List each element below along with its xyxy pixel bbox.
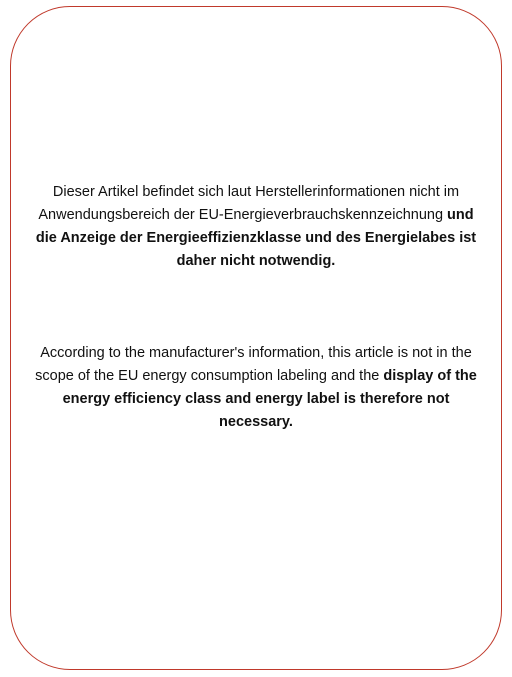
german-notice (30, 181, 482, 273)
english-notice (30, 342, 482, 434)
english-notice-bold: display of the energy efficiency class and energy label is therefore not necessary. (62, 368, 477, 430)
german-notice-bold: und die Anzeige der Energieeffizienzklasse und des Energielabes ist daher nicht notwendig. (35, 207, 477, 269)
english-notice-regular: According to the manufacturer's information, this article is not in the scope of the EU energy consumption labeling and the (35, 345, 472, 384)
german-notice-regular: Dieser Artikel befindet sich laut Herstellerinformationen nicht im Anwendungsbereich der EU-Energieverbrauchskennzeichnung (38, 184, 460, 223)
rounded-border-frame (10, 6, 502, 670)
